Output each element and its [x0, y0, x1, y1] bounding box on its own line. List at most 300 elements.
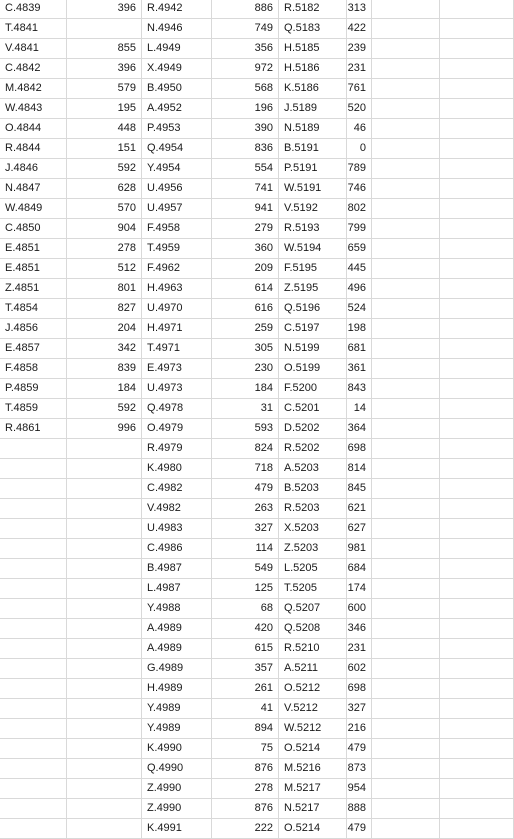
label-cell[interactable]: W.5212 [279, 719, 347, 739]
value-cell[interactable]: 222 [212, 819, 279, 839]
empty-cell[interactable] [440, 759, 514, 779]
label-cell[interactable]: T.4841 [0, 19, 67, 39]
value-cell[interactable] [67, 699, 142, 719]
value-cell[interactable]: 904 [67, 219, 142, 239]
empty-cell[interactable] [372, 719, 440, 739]
value-cell[interactable]: 839 [67, 359, 142, 379]
value-cell[interactable]: 801 [67, 279, 142, 299]
label-cell[interactable] [0, 699, 67, 719]
label-cell[interactable]: Q.5196 [279, 299, 347, 319]
value-cell[interactable]: 198 [347, 319, 372, 339]
label-cell[interactable] [0, 759, 67, 779]
value-cell[interactable] [67, 779, 142, 799]
empty-cell[interactable] [372, 519, 440, 539]
label-cell[interactable]: H.4971 [142, 319, 212, 339]
label-cell[interactable]: K.5186 [279, 79, 347, 99]
empty-cell[interactable] [440, 499, 514, 519]
label-cell[interactable] [0, 479, 67, 499]
label-cell[interactable]: M.4842 [0, 79, 67, 99]
empty-cell[interactable] [440, 19, 514, 39]
empty-cell[interactable] [440, 299, 514, 319]
empty-cell[interactable] [372, 179, 440, 199]
value-cell[interactable]: 231 [347, 59, 372, 79]
value-cell[interactable]: 327 [347, 699, 372, 719]
label-cell[interactable]: B.4950 [142, 79, 212, 99]
label-cell[interactable]: K.4990 [142, 739, 212, 759]
label-cell[interactable]: A.4952 [142, 99, 212, 119]
empty-cell[interactable] [440, 159, 514, 179]
value-cell[interactable]: 327 [212, 519, 279, 539]
value-cell[interactable]: 356 [212, 39, 279, 59]
value-cell[interactable] [67, 799, 142, 819]
value-cell[interactable]: 496 [347, 279, 372, 299]
value-cell[interactable]: 239 [347, 39, 372, 59]
value-cell[interactable]: 396 [67, 0, 142, 19]
label-cell[interactable]: Z.4851 [0, 279, 67, 299]
value-cell[interactable]: 313 [347, 0, 372, 19]
value-cell[interactable]: 479 [347, 739, 372, 759]
label-cell[interactable] [0, 619, 67, 639]
label-cell[interactable]: T.5205 [279, 579, 347, 599]
label-cell[interactable] [0, 579, 67, 599]
label-cell[interactable]: R.5210 [279, 639, 347, 659]
value-cell[interactable] [67, 599, 142, 619]
value-cell[interactable]: 524 [347, 299, 372, 319]
label-cell[interactable]: R.5182 [279, 0, 347, 19]
label-cell[interactable]: F.4958 [142, 219, 212, 239]
label-cell[interactable]: L.5205 [279, 559, 347, 579]
value-cell[interactable]: 114 [212, 539, 279, 559]
value-cell[interactable]: 195 [67, 99, 142, 119]
empty-cell[interactable] [440, 39, 514, 59]
value-cell[interactable]: 954 [347, 779, 372, 799]
value-cell[interactable]: 886 [212, 0, 279, 19]
empty-cell[interactable] [440, 579, 514, 599]
empty-cell[interactable] [440, 259, 514, 279]
value-cell[interactable]: 346 [347, 619, 372, 639]
empty-cell[interactable] [372, 359, 440, 379]
label-cell[interactable]: N.5189 [279, 119, 347, 139]
label-cell[interactable]: F.4962 [142, 259, 212, 279]
empty-cell[interactable] [440, 179, 514, 199]
empty-cell[interactable] [440, 399, 514, 419]
label-cell[interactable]: O.5199 [279, 359, 347, 379]
value-cell[interactable]: 184 [67, 379, 142, 399]
value-cell[interactable]: 814 [347, 459, 372, 479]
value-cell[interactable]: 479 [347, 819, 372, 839]
value-cell[interactable]: 68 [212, 599, 279, 619]
value-cell[interactable] [67, 579, 142, 599]
label-cell[interactable]: M.5216 [279, 759, 347, 779]
value-cell[interactable]: 843 [347, 379, 372, 399]
value-cell[interactable] [67, 559, 142, 579]
label-cell[interactable]: A.5203 [279, 459, 347, 479]
value-cell[interactable]: 824 [212, 439, 279, 459]
label-cell[interactable]: H.4989 [142, 679, 212, 699]
empty-cell[interactable] [372, 279, 440, 299]
value-cell[interactable]: 420 [212, 619, 279, 639]
value-cell[interactable]: 836 [212, 139, 279, 159]
empty-cell[interactable] [440, 419, 514, 439]
label-cell[interactable]: O.5214 [279, 739, 347, 759]
label-cell[interactable] [0, 819, 67, 839]
empty-cell[interactable] [372, 159, 440, 179]
empty-cell[interactable] [372, 199, 440, 219]
label-cell[interactable]: Q.4978 [142, 399, 212, 419]
label-cell[interactable]: Q.5207 [279, 599, 347, 619]
empty-cell[interactable] [372, 339, 440, 359]
label-cell[interactable]: C.4850 [0, 219, 67, 239]
label-cell[interactable]: U.4973 [142, 379, 212, 399]
value-cell[interactable] [67, 819, 142, 839]
empty-cell[interactable] [372, 19, 440, 39]
value-cell[interactable] [67, 539, 142, 559]
empty-cell[interactable] [372, 779, 440, 799]
label-cell[interactable]: R.5193 [279, 219, 347, 239]
label-cell[interactable]: C.4842 [0, 59, 67, 79]
label-cell[interactable]: E.4851 [0, 259, 67, 279]
label-cell[interactable] [0, 559, 67, 579]
value-cell[interactable]: 855 [67, 39, 142, 59]
empty-cell[interactable] [372, 119, 440, 139]
value-cell[interactable]: 615 [212, 639, 279, 659]
value-cell[interactable]: 941 [212, 199, 279, 219]
empty-cell[interactable] [440, 219, 514, 239]
empty-cell[interactable] [372, 579, 440, 599]
label-cell[interactable]: E.4857 [0, 339, 67, 359]
label-cell[interactable]: J.5189 [279, 99, 347, 119]
value-cell[interactable]: 261 [212, 679, 279, 699]
empty-cell[interactable] [440, 379, 514, 399]
label-cell[interactable]: O.4844 [0, 119, 67, 139]
value-cell[interactable]: 204 [67, 319, 142, 339]
label-cell[interactable] [0, 499, 67, 519]
label-cell[interactable] [0, 659, 67, 679]
value-cell[interactable]: 894 [212, 719, 279, 739]
value-cell[interactable]: 749 [212, 19, 279, 39]
label-cell[interactable]: Z.5195 [279, 279, 347, 299]
label-cell[interactable]: E.4851 [0, 239, 67, 259]
value-cell[interactable]: 14 [347, 399, 372, 419]
empty-cell[interactable] [440, 599, 514, 619]
value-cell[interactable]: 592 [67, 399, 142, 419]
empty-cell[interactable] [440, 139, 514, 159]
empty-cell[interactable] [440, 199, 514, 219]
label-cell[interactable]: C.4986 [142, 539, 212, 559]
label-cell[interactable]: W.4843 [0, 99, 67, 119]
value-cell[interactable]: 602 [347, 659, 372, 679]
label-cell[interactable]: B.5191 [279, 139, 347, 159]
empty-cell[interactable] [440, 479, 514, 499]
label-cell[interactable]: F.4858 [0, 359, 67, 379]
label-cell[interactable]: Q.5208 [279, 619, 347, 639]
value-cell[interactable]: 230 [212, 359, 279, 379]
value-cell[interactable]: 41 [212, 699, 279, 719]
label-cell[interactable]: Z.4990 [142, 779, 212, 799]
label-cell[interactable]: Z.4990 [142, 799, 212, 819]
value-cell[interactable]: 0 [347, 139, 372, 159]
value-cell[interactable] [67, 739, 142, 759]
empty-cell[interactable] [440, 359, 514, 379]
value-cell[interactable]: 46 [347, 119, 372, 139]
empty-cell[interactable] [372, 619, 440, 639]
empty-cell[interactable] [372, 539, 440, 559]
value-cell[interactable]: 479 [212, 479, 279, 499]
label-cell[interactable]: P.4859 [0, 379, 67, 399]
empty-cell[interactable] [372, 459, 440, 479]
label-cell[interactable]: Y.4989 [142, 699, 212, 719]
value-cell[interactable]: 681 [347, 339, 372, 359]
value-cell[interactable]: 627 [347, 519, 372, 539]
empty-cell[interactable] [372, 259, 440, 279]
label-cell[interactable]: R.4979 [142, 439, 212, 459]
label-cell[interactable]: R.5203 [279, 499, 347, 519]
value-cell[interactable]: 659 [347, 239, 372, 259]
value-cell[interactable] [67, 459, 142, 479]
empty-cell[interactable] [440, 519, 514, 539]
label-cell[interactable]: T.4854 [0, 299, 67, 319]
value-cell[interactable] [67, 479, 142, 499]
label-cell[interactable]: V.5212 [279, 699, 347, 719]
label-cell[interactable]: J.4846 [0, 159, 67, 179]
label-cell[interactable]: J.4856 [0, 319, 67, 339]
value-cell[interactable]: 125 [212, 579, 279, 599]
label-cell[interactable]: W.5194 [279, 239, 347, 259]
empty-cell[interactable] [372, 59, 440, 79]
value-cell[interactable]: 873 [347, 759, 372, 779]
value-cell[interactable] [67, 759, 142, 779]
label-cell[interactable]: H.5185 [279, 39, 347, 59]
value-cell[interactable]: 174 [347, 579, 372, 599]
value-cell[interactable]: 684 [347, 559, 372, 579]
empty-cell[interactable] [372, 759, 440, 779]
label-cell[interactable]: C.4839 [0, 0, 67, 19]
value-cell[interactable]: 278 [212, 779, 279, 799]
empty-cell[interactable] [440, 239, 514, 259]
empty-cell[interactable] [372, 659, 440, 679]
label-cell[interactable]: V.5192 [279, 199, 347, 219]
label-cell[interactable]: R.4861 [0, 419, 67, 439]
value-cell[interactable]: 396 [67, 59, 142, 79]
label-cell[interactable] [0, 739, 67, 759]
label-cell[interactable]: A.5211 [279, 659, 347, 679]
empty-cell[interactable] [372, 479, 440, 499]
label-cell[interactable]: L.4987 [142, 579, 212, 599]
label-cell[interactable]: C.5201 [279, 399, 347, 419]
label-cell[interactable]: Y.4954 [142, 159, 212, 179]
value-cell[interactable]: 746 [347, 179, 372, 199]
value-cell[interactable]: 741 [212, 179, 279, 199]
value-cell[interactable] [67, 639, 142, 659]
label-cell[interactable] [0, 539, 67, 559]
value-cell[interactable] [67, 439, 142, 459]
empty-cell[interactable] [372, 79, 440, 99]
label-cell[interactable]: U.4983 [142, 519, 212, 539]
empty-cell[interactable] [372, 499, 440, 519]
value-cell[interactable]: 512 [67, 259, 142, 279]
label-cell[interactable]: H.4963 [142, 279, 212, 299]
label-cell[interactable]: P.4953 [142, 119, 212, 139]
value-cell[interactable] [67, 619, 142, 639]
label-cell[interactable]: V.4841 [0, 39, 67, 59]
label-cell[interactable]: Z.5203 [279, 539, 347, 559]
label-cell[interactable] [0, 519, 67, 539]
value-cell[interactable] [67, 719, 142, 739]
value-cell[interactable] [67, 499, 142, 519]
label-cell[interactable]: Q.5183 [279, 19, 347, 39]
empty-cell[interactable] [372, 739, 440, 759]
empty-cell[interactable] [440, 679, 514, 699]
value-cell[interactable]: 621 [347, 499, 372, 519]
label-cell[interactable] [0, 799, 67, 819]
label-cell[interactable]: W.5191 [279, 179, 347, 199]
label-cell[interactable] [0, 439, 67, 459]
label-cell[interactable]: R.5202 [279, 439, 347, 459]
label-cell[interactable] [0, 599, 67, 619]
empty-cell[interactable] [372, 99, 440, 119]
value-cell[interactable] [67, 19, 142, 39]
value-cell[interactable]: 231 [347, 639, 372, 659]
empty-cell[interactable] [440, 619, 514, 639]
label-cell[interactable]: A.4989 [142, 639, 212, 659]
value-cell[interactable] [67, 519, 142, 539]
value-cell[interactable]: 448 [67, 119, 142, 139]
value-cell[interactable]: 570 [67, 199, 142, 219]
label-cell[interactable]: L.4949 [142, 39, 212, 59]
label-cell[interactable]: N.4847 [0, 179, 67, 199]
empty-cell[interactable] [440, 639, 514, 659]
label-cell[interactable] [0, 639, 67, 659]
empty-cell[interactable] [440, 79, 514, 99]
empty-cell[interactable] [372, 379, 440, 399]
value-cell[interactable]: 568 [212, 79, 279, 99]
value-cell[interactable]: 827 [67, 299, 142, 319]
empty-cell[interactable] [440, 659, 514, 679]
value-cell[interactable]: 802 [347, 199, 372, 219]
value-cell[interactable]: 357 [212, 659, 279, 679]
empty-cell[interactable] [372, 319, 440, 339]
value-cell[interactable]: 364 [347, 419, 372, 439]
value-cell[interactable]: 520 [347, 99, 372, 119]
value-cell[interactable]: 698 [347, 439, 372, 459]
label-cell[interactable]: N.5199 [279, 339, 347, 359]
value-cell[interactable]: 259 [212, 319, 279, 339]
label-cell[interactable]: R.4844 [0, 139, 67, 159]
value-cell[interactable]: 209 [212, 259, 279, 279]
label-cell[interactable]: B.5203 [279, 479, 347, 499]
value-cell[interactable]: 600 [347, 599, 372, 619]
value-cell[interactable]: 445 [347, 259, 372, 279]
empty-cell[interactable] [372, 419, 440, 439]
empty-cell[interactable] [440, 559, 514, 579]
label-cell[interactable]: B.4987 [142, 559, 212, 579]
empty-cell[interactable] [440, 439, 514, 459]
label-cell[interactable]: U.4970 [142, 299, 212, 319]
label-cell[interactable] [0, 459, 67, 479]
value-cell[interactable]: 342 [67, 339, 142, 359]
label-cell[interactable]: F.5195 [279, 259, 347, 279]
value-cell[interactable]: 360 [212, 239, 279, 259]
empty-cell[interactable] [440, 799, 514, 819]
value-cell[interactable]: 549 [212, 559, 279, 579]
empty-cell[interactable] [440, 819, 514, 839]
value-cell[interactable] [67, 659, 142, 679]
value-cell[interactable]: 422 [347, 19, 372, 39]
value-cell[interactable]: 799 [347, 219, 372, 239]
value-cell[interactable]: 876 [212, 799, 279, 819]
label-cell[interactable]: U.4957 [142, 199, 212, 219]
empty-cell[interactable] [440, 459, 514, 479]
empty-cell[interactable] [372, 699, 440, 719]
label-cell[interactable]: E.4973 [142, 359, 212, 379]
value-cell[interactable]: 216 [347, 719, 372, 739]
value-cell[interactable]: 698 [347, 679, 372, 699]
value-cell[interactable]: 996 [67, 419, 142, 439]
empty-cell[interactable] [440, 119, 514, 139]
label-cell[interactable]: Q.4990 [142, 759, 212, 779]
label-cell[interactable]: N.4946 [142, 19, 212, 39]
value-cell[interactable]: 263 [212, 499, 279, 519]
value-cell[interactable]: 789 [347, 159, 372, 179]
label-cell[interactable]: C.4982 [142, 479, 212, 499]
label-cell[interactable] [0, 719, 67, 739]
label-cell[interactable]: X.5203 [279, 519, 347, 539]
value-cell[interactable]: 554 [212, 159, 279, 179]
empty-cell[interactable] [372, 219, 440, 239]
label-cell[interactable]: T.4971 [142, 339, 212, 359]
label-cell[interactable]: V.4982 [142, 499, 212, 519]
value-cell[interactable]: 305 [212, 339, 279, 359]
label-cell[interactable]: Q.4954 [142, 139, 212, 159]
value-cell[interactable]: 593 [212, 419, 279, 439]
empty-cell[interactable] [372, 39, 440, 59]
value-cell[interactable]: 876 [212, 759, 279, 779]
empty-cell[interactable] [372, 299, 440, 319]
value-cell[interactable]: 579 [67, 79, 142, 99]
value-cell[interactable]: 279 [212, 219, 279, 239]
empty-cell[interactable] [440, 719, 514, 739]
label-cell[interactable]: R.4942 [142, 0, 212, 19]
empty-cell[interactable] [440, 0, 514, 19]
empty-cell[interactable] [372, 559, 440, 579]
label-cell[interactable]: Y.4988 [142, 599, 212, 619]
label-cell[interactable]: T.4859 [0, 399, 67, 419]
empty-cell[interactable] [440, 699, 514, 719]
empty-cell[interactable] [440, 319, 514, 339]
value-cell[interactable] [67, 679, 142, 699]
label-cell[interactable]: Y.4989 [142, 719, 212, 739]
value-cell[interactable]: 151 [67, 139, 142, 159]
label-cell[interactable]: C.5197 [279, 319, 347, 339]
label-cell[interactable]: U.4956 [142, 179, 212, 199]
value-cell[interactable]: 196 [212, 99, 279, 119]
label-cell[interactable]: F.5200 [279, 379, 347, 399]
label-cell[interactable]: K.4980 [142, 459, 212, 479]
empty-cell[interactable] [372, 599, 440, 619]
label-cell[interactable]: P.5191 [279, 159, 347, 179]
value-cell[interactable]: 718 [212, 459, 279, 479]
empty-cell[interactable] [440, 279, 514, 299]
label-cell[interactable]: H.5186 [279, 59, 347, 79]
empty-cell[interactable] [372, 679, 440, 699]
value-cell[interactable]: 361 [347, 359, 372, 379]
label-cell[interactable]: O.5214 [279, 819, 347, 839]
value-cell[interactable]: 592 [67, 159, 142, 179]
empty-cell[interactable] [440, 99, 514, 119]
empty-cell[interactable] [440, 779, 514, 799]
empty-cell[interactable] [440, 539, 514, 559]
label-cell[interactable] [0, 779, 67, 799]
